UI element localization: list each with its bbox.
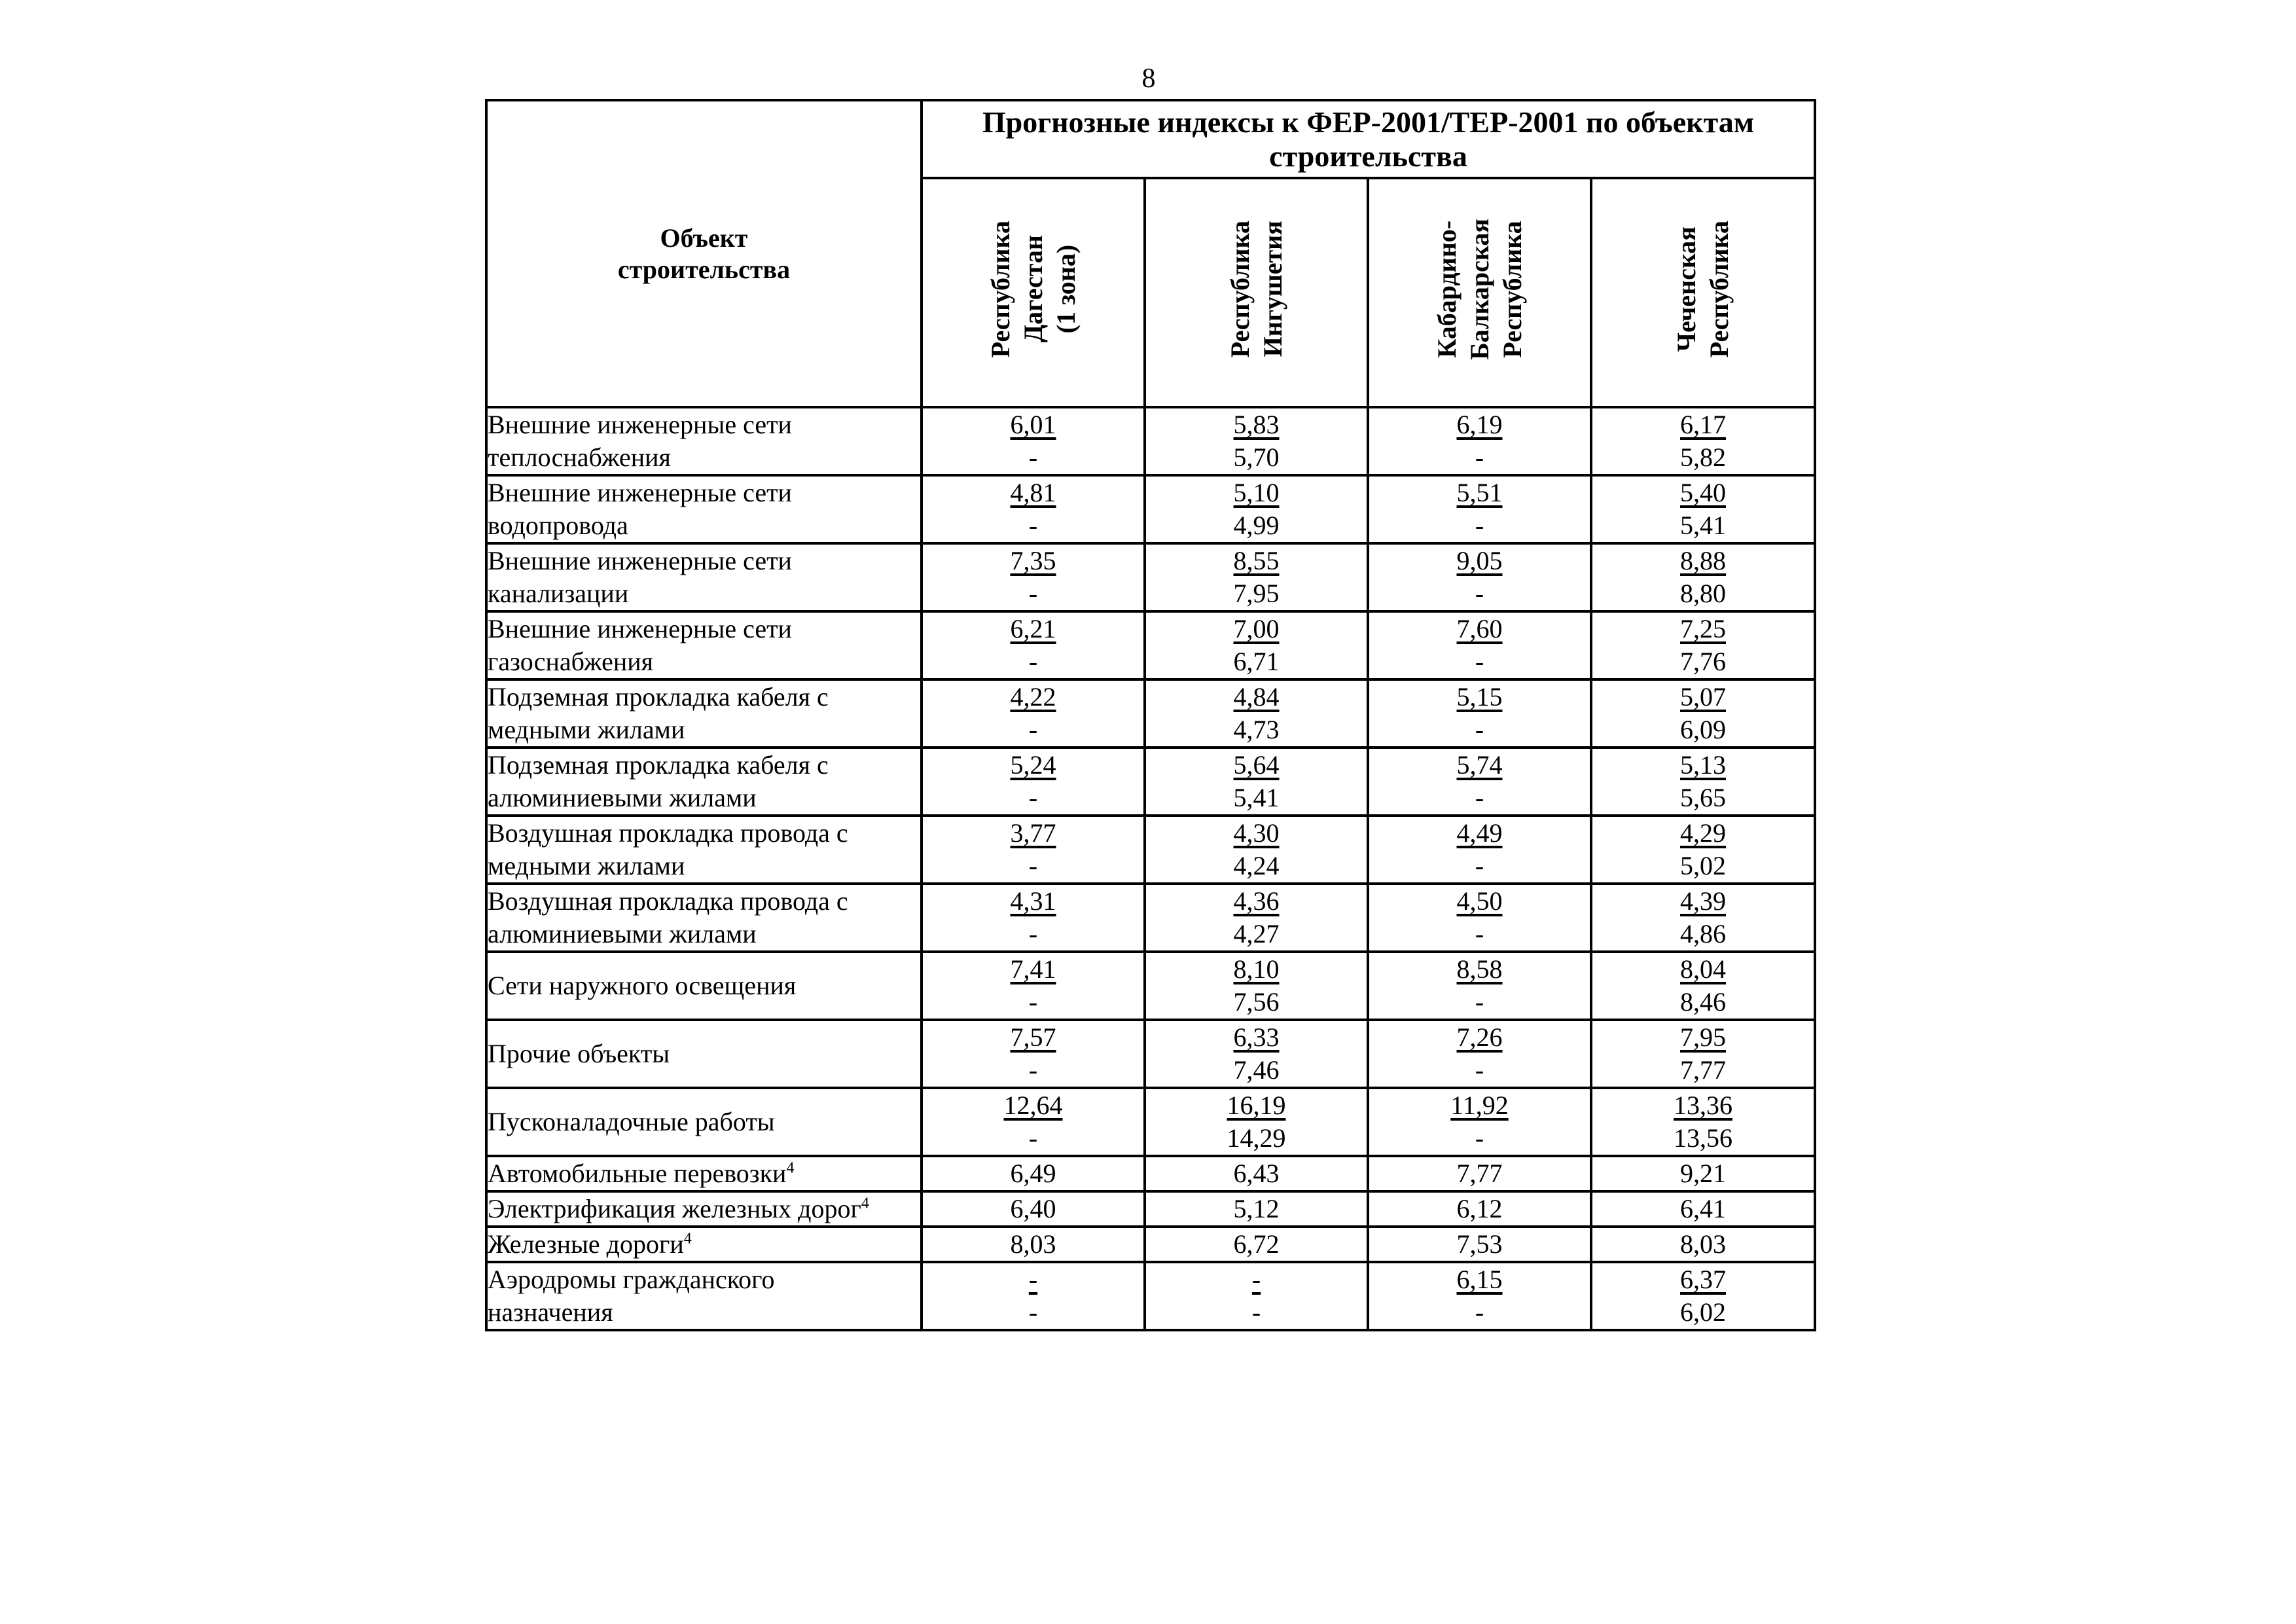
index-value-bottom: -	[1475, 715, 1484, 744]
index-cell	[922, 679, 1145, 748]
region-header-text: Кабардино- Балкарская Республика	[1431, 219, 1527, 360]
table-row	[486, 1020, 1815, 1088]
index-value-bottom: 8,80	[1680, 579, 1726, 608]
index-value-top: 5,15	[1456, 682, 1503, 712]
index-value-bottom: 5,70	[1233, 442, 1280, 472]
table-row	[486, 748, 1815, 816]
table-row	[486, 611, 1815, 679]
object-name-cell: Подземная прокладка кабеля с алюминиевыми жилами	[486, 748, 922, 816]
index-value-top: -	[1028, 1265, 1038, 1294]
region-header-ingushetia	[1145, 178, 1368, 407]
index-value-top: 4,50	[1456, 886, 1503, 916]
object-name-cell: Воздушная прокладка провода с медными жилами	[486, 816, 922, 884]
index-value-bottom: 8,46	[1680, 987, 1726, 1017]
object-name-cell: Внешние инженерные сети газоснабжения	[486, 611, 922, 679]
object-name-cell: Внешние инженерные сети водопровода	[486, 475, 922, 543]
index-value-top: 4,49	[1456, 818, 1503, 848]
object-name-cell	[486, 1227, 922, 1262]
index-cell	[1591, 952, 1815, 1020]
region-header-text: Республика Дагестан (1 зона)	[985, 221, 1081, 358]
index-value-top: 4,29	[1680, 818, 1726, 848]
index-value-bottom: -	[1475, 783, 1484, 812]
index-cell: 6,72	[1145, 1227, 1368, 1262]
index-cell	[1368, 884, 1591, 952]
object-name-text: Автомобильные перевозки	[488, 1159, 787, 1188]
index-value-top: 12,64	[1003, 1091, 1063, 1120]
index-value-top: 6,01	[1010, 410, 1056, 439]
index-value-top: 7,95	[1680, 1022, 1726, 1052]
index-cell	[1368, 543, 1591, 611]
index-value-bottom: 4,24	[1233, 851, 1280, 880]
index-value-bottom: -	[1028, 1123, 1038, 1153]
index-cell: 6,49	[922, 1156, 1145, 1191]
index-value-bottom: -	[1251, 1297, 1261, 1327]
index-cell	[922, 816, 1145, 884]
index-cell	[1145, 1020, 1368, 1088]
index-cell	[1145, 952, 1368, 1020]
index-cell	[1591, 475, 1815, 543]
index-value-bottom: -	[1028, 783, 1038, 812]
index-cell	[1591, 1088, 1815, 1156]
index-value-bottom: 7,46	[1233, 1055, 1280, 1085]
object-name-cell: Внешние инженерные сети теплоснабжения	[486, 407, 922, 475]
index-value-bottom: -	[1475, 511, 1484, 540]
object-name-cell: Подземная прокладка кабеля с медными жилами	[486, 679, 922, 748]
region-header-dagestan	[922, 178, 1145, 407]
index-value-bottom: -	[1475, 1297, 1484, 1327]
index-cell	[1591, 816, 1815, 884]
index-cell: 5,12	[1145, 1191, 1368, 1227]
index-cell	[1145, 884, 1368, 952]
index-cell	[922, 1262, 1145, 1330]
index-value-top: 6,19	[1456, 410, 1503, 439]
index-cell	[922, 884, 1145, 952]
table-row	[486, 816, 1815, 884]
index-value-top: 5,10	[1233, 478, 1280, 507]
footnote-marker: 4	[786, 1159, 795, 1177]
index-value-top: 8,58	[1456, 954, 1503, 984]
table-row	[486, 679, 1815, 748]
index-value-bottom: 14,29	[1227, 1123, 1286, 1153]
object-name-cell	[486, 1156, 922, 1191]
index-value-bottom: -	[1028, 919, 1038, 948]
index-cell	[1591, 884, 1815, 952]
index-cell	[1591, 1020, 1815, 1088]
forecast-index-table	[485, 99, 1816, 1331]
index-cell	[1368, 1262, 1591, 1330]
index-value-bottom: 5,65	[1680, 783, 1726, 812]
index-cell	[1368, 816, 1591, 884]
index-value-top: 7,00	[1233, 614, 1280, 643]
footnote-marker: 4	[861, 1195, 869, 1212]
index-cell: 8,03	[1591, 1227, 1815, 1262]
index-cell	[922, 407, 1145, 475]
index-value-bottom: -	[1475, 919, 1484, 948]
index-value-bottom: 7,77	[1680, 1055, 1726, 1085]
index-value-bottom: 6,71	[1233, 647, 1280, 676]
index-value-top: 4,31	[1010, 886, 1056, 916]
index-value-bottom: 13,56	[1674, 1123, 1732, 1153]
index-cell: 9,21	[1591, 1156, 1815, 1191]
index-value-top: 5,51	[1456, 478, 1503, 507]
index-cell	[1145, 748, 1368, 816]
index-value-top: 4,39	[1680, 886, 1726, 916]
object-name-cell: Пусконаладочные работы	[486, 1088, 922, 1156]
index-cell	[1368, 748, 1591, 816]
region-header-text: Чеченская Республика	[1672, 221, 1734, 358]
table-row	[486, 884, 1815, 952]
index-cell	[1145, 816, 1368, 884]
table-row	[486, 1156, 1815, 1191]
index-cell	[922, 475, 1145, 543]
index-value-top: 3,77	[1010, 818, 1056, 848]
region-header-text: Республика Ингушетия	[1225, 221, 1287, 358]
object-name-cell	[486, 1191, 922, 1227]
index-cell	[1591, 611, 1815, 679]
index-value-top: 11,92	[1450, 1091, 1509, 1120]
index-value-bottom: 5,41	[1233, 783, 1280, 812]
index-value-bottom: 4,73	[1233, 715, 1280, 744]
table-row	[486, 1227, 1815, 1262]
index-value-top: 6,37	[1680, 1265, 1726, 1294]
index-cell	[1145, 543, 1368, 611]
index-value-top: 8,55	[1233, 546, 1280, 575]
object-name-cell: Сети наружного освещения	[486, 952, 922, 1020]
index-cell: 6,41	[1591, 1191, 1815, 1227]
index-cell	[1591, 407, 1815, 475]
index-value-bottom: -	[1028, 511, 1038, 540]
index-value-top: 5,13	[1680, 750, 1726, 780]
index-value-top: 5,64	[1233, 750, 1280, 780]
region-header-kabardino-balkaria	[1368, 178, 1591, 407]
table-row	[486, 543, 1815, 611]
index-value-top: 4,81	[1010, 478, 1056, 507]
index-value-top: -	[1251, 1265, 1261, 1294]
index-cell	[922, 1088, 1145, 1156]
page-number: 8	[1141, 63, 1156, 94]
index-value-top: 8,10	[1233, 954, 1280, 984]
object-header-text: Объект строительства	[617, 223, 791, 284]
index-cell	[922, 543, 1145, 611]
index-value-bottom: 7,76	[1680, 647, 1726, 676]
index-cell	[922, 952, 1145, 1020]
index-cell	[1145, 1088, 1368, 1156]
index-cell: 6,12	[1368, 1191, 1591, 1227]
index-cell	[1368, 475, 1591, 543]
index-value-bottom: 5,41	[1680, 511, 1726, 540]
index-cell: 7,77	[1368, 1156, 1591, 1191]
footnote-marker: 4	[683, 1230, 692, 1248]
index-cell	[922, 1020, 1145, 1088]
index-value-bottom: 6,09	[1680, 715, 1726, 744]
index-cell	[1145, 475, 1368, 543]
index-cell	[922, 611, 1145, 679]
object-name-cell: Прочие объекты	[486, 1020, 922, 1088]
index-value-bottom: 4,27	[1233, 919, 1280, 948]
index-cell	[1591, 1262, 1815, 1330]
index-value-bottom: 5,02	[1680, 851, 1726, 880]
index-group-header: Прогнозные индексы к ФЕР-2001/ТЕР-2001 по объектам строительства	[922, 100, 1815, 178]
index-value-bottom: -	[1028, 851, 1038, 880]
table-body	[486, 407, 1815, 1330]
index-cell	[1591, 679, 1815, 748]
index-value-top: 5,07	[1680, 682, 1726, 712]
index-cell	[1368, 407, 1591, 475]
index-value-top: 8,88	[1680, 546, 1726, 575]
index-cell: 8,03	[922, 1227, 1145, 1262]
index-cell	[1368, 1020, 1591, 1088]
index-cell	[1368, 679, 1591, 748]
index-value-bottom: -	[1028, 1055, 1038, 1085]
index-value-top: 7,25	[1680, 614, 1726, 643]
index-cell: 6,40	[922, 1191, 1145, 1227]
index-value-top: 7,41	[1010, 954, 1056, 984]
object-name-text: Железные дороги	[488, 1229, 684, 1259]
index-value-top: 7,26	[1456, 1022, 1503, 1052]
index-value-top: 5,74	[1456, 750, 1503, 780]
index-value-bottom: 6,02	[1680, 1297, 1726, 1327]
index-value-top: 5,83	[1233, 410, 1280, 439]
index-cell	[1368, 952, 1591, 1020]
index-value-top: 6,17	[1680, 410, 1726, 439]
table-row	[486, 1191, 1815, 1227]
index-cell	[1591, 748, 1815, 816]
index-value-top: 7,57	[1010, 1022, 1056, 1052]
index-value-bottom: -	[1028, 1297, 1038, 1327]
index-value-top: 7,35	[1010, 546, 1056, 575]
index-cell	[1591, 543, 1815, 611]
table-row	[486, 407, 1815, 475]
index-value-bottom: -	[1028, 987, 1038, 1017]
index-value-bottom: 7,56	[1233, 987, 1280, 1017]
index-value-top: 5,24	[1010, 750, 1056, 780]
index-value-top: 4,22	[1010, 682, 1056, 712]
table-row	[486, 952, 1815, 1020]
object-name-cell: Воздушная прокладка провода с алюминиевыми жилами	[486, 884, 922, 952]
index-value-bottom: 4,86	[1680, 919, 1726, 948]
index-value-top: 13,36	[1674, 1091, 1732, 1120]
table-row	[486, 475, 1815, 543]
index-value-bottom: -	[1475, 579, 1484, 608]
index-value-top: 16,19	[1227, 1091, 1286, 1120]
index-cell	[1145, 611, 1368, 679]
index-value-bottom: 5,82	[1680, 442, 1726, 472]
object-name-cell: Аэродромы гражданского назначения	[486, 1262, 922, 1330]
index-value-bottom: -	[1475, 442, 1484, 472]
object-name-cell: Внешние инженерные сети канализации	[486, 543, 922, 611]
index-cell	[1145, 1262, 1368, 1330]
index-value-bottom: -	[1475, 987, 1484, 1017]
index-cell: 7,53	[1368, 1227, 1591, 1262]
region-header-chechnya	[1591, 178, 1815, 407]
index-cell	[922, 748, 1145, 816]
index-cell	[1368, 611, 1591, 679]
index-value-bottom: -	[1475, 1055, 1484, 1085]
index-value-top: 6,15	[1456, 1265, 1503, 1294]
index-cell	[1145, 679, 1368, 748]
index-value-bottom: -	[1028, 579, 1038, 608]
index-cell	[1145, 407, 1368, 475]
table-row	[486, 1088, 1815, 1156]
object-name-text: Электрификация железных дорог	[488, 1194, 861, 1223]
index-value-top: 4,36	[1233, 886, 1280, 916]
index-value-bottom: 7,95	[1233, 579, 1280, 608]
index-value-bottom: -	[1028, 647, 1038, 676]
index-value-top: 5,40	[1680, 478, 1726, 507]
index-value-top: 6,21	[1010, 614, 1056, 643]
object-column-header	[486, 100, 922, 407]
index-value-top: 6,33	[1233, 1022, 1280, 1052]
index-value-top: 9,05	[1456, 546, 1503, 575]
index-value-bottom: -	[1475, 1123, 1484, 1153]
index-value-top: 4,30	[1233, 818, 1280, 848]
index-value-bottom: -	[1475, 647, 1484, 676]
index-value-bottom: -	[1028, 442, 1038, 472]
table-row	[486, 1262, 1815, 1330]
index-value-bottom: 4,99	[1233, 511, 1280, 540]
index-value-bottom: -	[1028, 715, 1038, 744]
index-cell: 6,43	[1145, 1156, 1368, 1191]
index-value-top: 4,84	[1233, 682, 1280, 712]
index-value-top: 7,60	[1456, 614, 1503, 643]
index-value-top: 8,04	[1680, 954, 1726, 984]
index-cell	[1368, 1088, 1591, 1156]
index-value-bottom: -	[1475, 851, 1484, 880]
